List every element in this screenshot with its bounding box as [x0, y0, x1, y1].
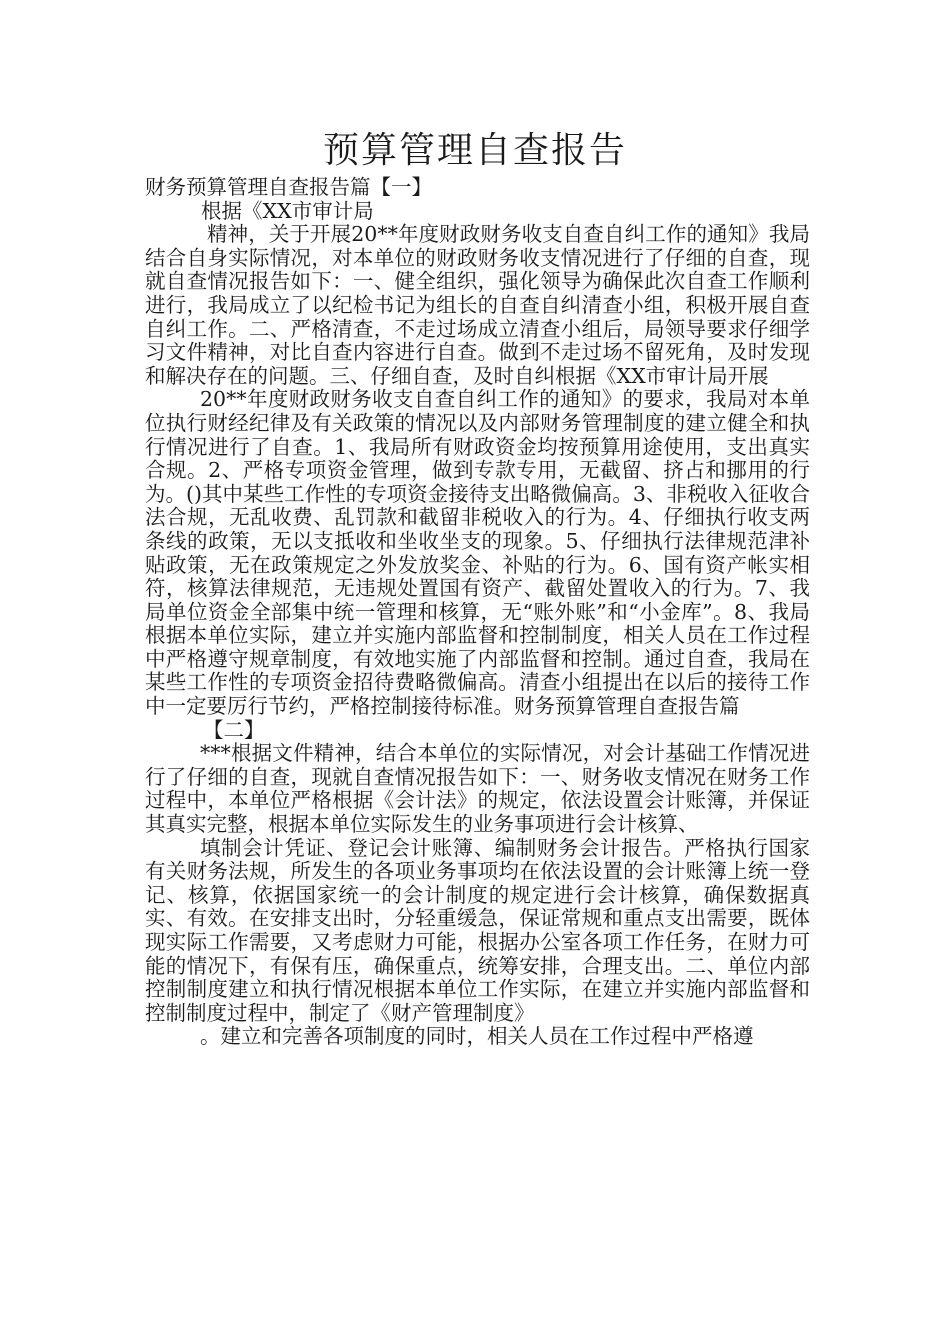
- body-paragraph: 20**年度财政财务收支自查自纠工作的通知》的要求，我局对本单位执行财经纪律及有关政策的情况以及内部财务管理制度的建立健全和执行情况进行了自查。1、我局所有财政资金均按预算用途使用，支出真实合规。2、严格专项资金管理，做到专款专用，无截留、挤占和挪用的行为。()其中某些工作性的专项资金接待支出略微偏高。3、非税收入征收合法合规，无乱收费、乱罚款和截留非税收入的行为。4、仔细执行收支两条线的政策，无以支抵收和坐收坐支的现象。5、仔细执行法律规范津补贴政策，无在政策规定之外发放奖金、补贴的行为。6、国有资产帐实相符，核算法律规范，无违规处置国有资产、截留处置收入的行为。7、我局单位资金全部集中统一管理和核算，无“账外账”和“小金库”。8、我局根据本单位实际，建立并实施内部监督和控制制度，相关人员在工作过程中严格遵守规章制度，有效地实施了内部监督和控制。通过自查，我局在某些工作性的专项资金招待费略微偏高。清查小组提出在以后的接待工作中一定要厉行节约，严格控制接待标准。财务预算管理自查报告篇: [145, 387, 810, 719]
- body-paragraph: 填制会计凭证、登记会计账簿、编制财务会计报告。严格执行国家有关财务法规，所发生的各项业务事项均在依法设置的会计账簿上统一登记、核算，依据国家统一的会计制度的规定进行会计核算，确保数据真实、有效。在安排支出时，分轻重缓急，保证常规和重点支出需要，既体现实际工作需要，又考虑财力可能，根据办公室各项工作任务，在财力可能的情况下，有保有压，确保重点，统筹安排，合理支出。二、单位内部控制制度建立和执行情况根据本单位工作实际，在建立并实施内部监督和控制制度过程中，制定了《财产管理制度》: [145, 835, 810, 1025]
- body-paragraph: 精神，关于开展20**年度财政财务收支自查自纠工作的通知》我局结合自身实际情况，对本单位的财政财务收支情况进行了仔细的自查，现就自查情况报告如下：一、健全组织，强化领导为确保此次自查工作顺利进行，我局成立了以纪检书记为组长的自查自纠清查小组，积极开展自查自纠工作。二、严格清查，不走过场成立清查小组后，局领导要求仔细学习文件精神，对比自查内容进行自查。做到不走过场不留死角，及时发现和解决存在的问题。三、仔细自查，及时自纠根据《XX市审计局开展: [145, 222, 810, 388]
- body-paragraph: ***根据文件精神，结合本单位的实际情况，对会计基础工作情况进行了仔细的自查，现就自查情况报告如下：一、财务收支情况在财务工作过程中，本单位严格根据《会计法》的规定，依法设置会计账簿，并保证其真实完整，根据本单位实际发生的业务事项进行会计核算、: [145, 741, 810, 837]
- document-body: [145, 176, 810, 1049]
- section-heading-two: 【二】: [203, 717, 265, 742]
- body-paragraph: 。建立和完善各项制度的同时，相关人员在工作过程中严格遵: [200, 1024, 754, 1049]
- body-paragraph: 根据《XX市审计局: [201, 198, 374, 223]
- section-heading-one: 财务预算管理自查报告篇【一】: [145, 175, 432, 199]
- document-title: 预算管理自查报告: [322, 130, 627, 171]
